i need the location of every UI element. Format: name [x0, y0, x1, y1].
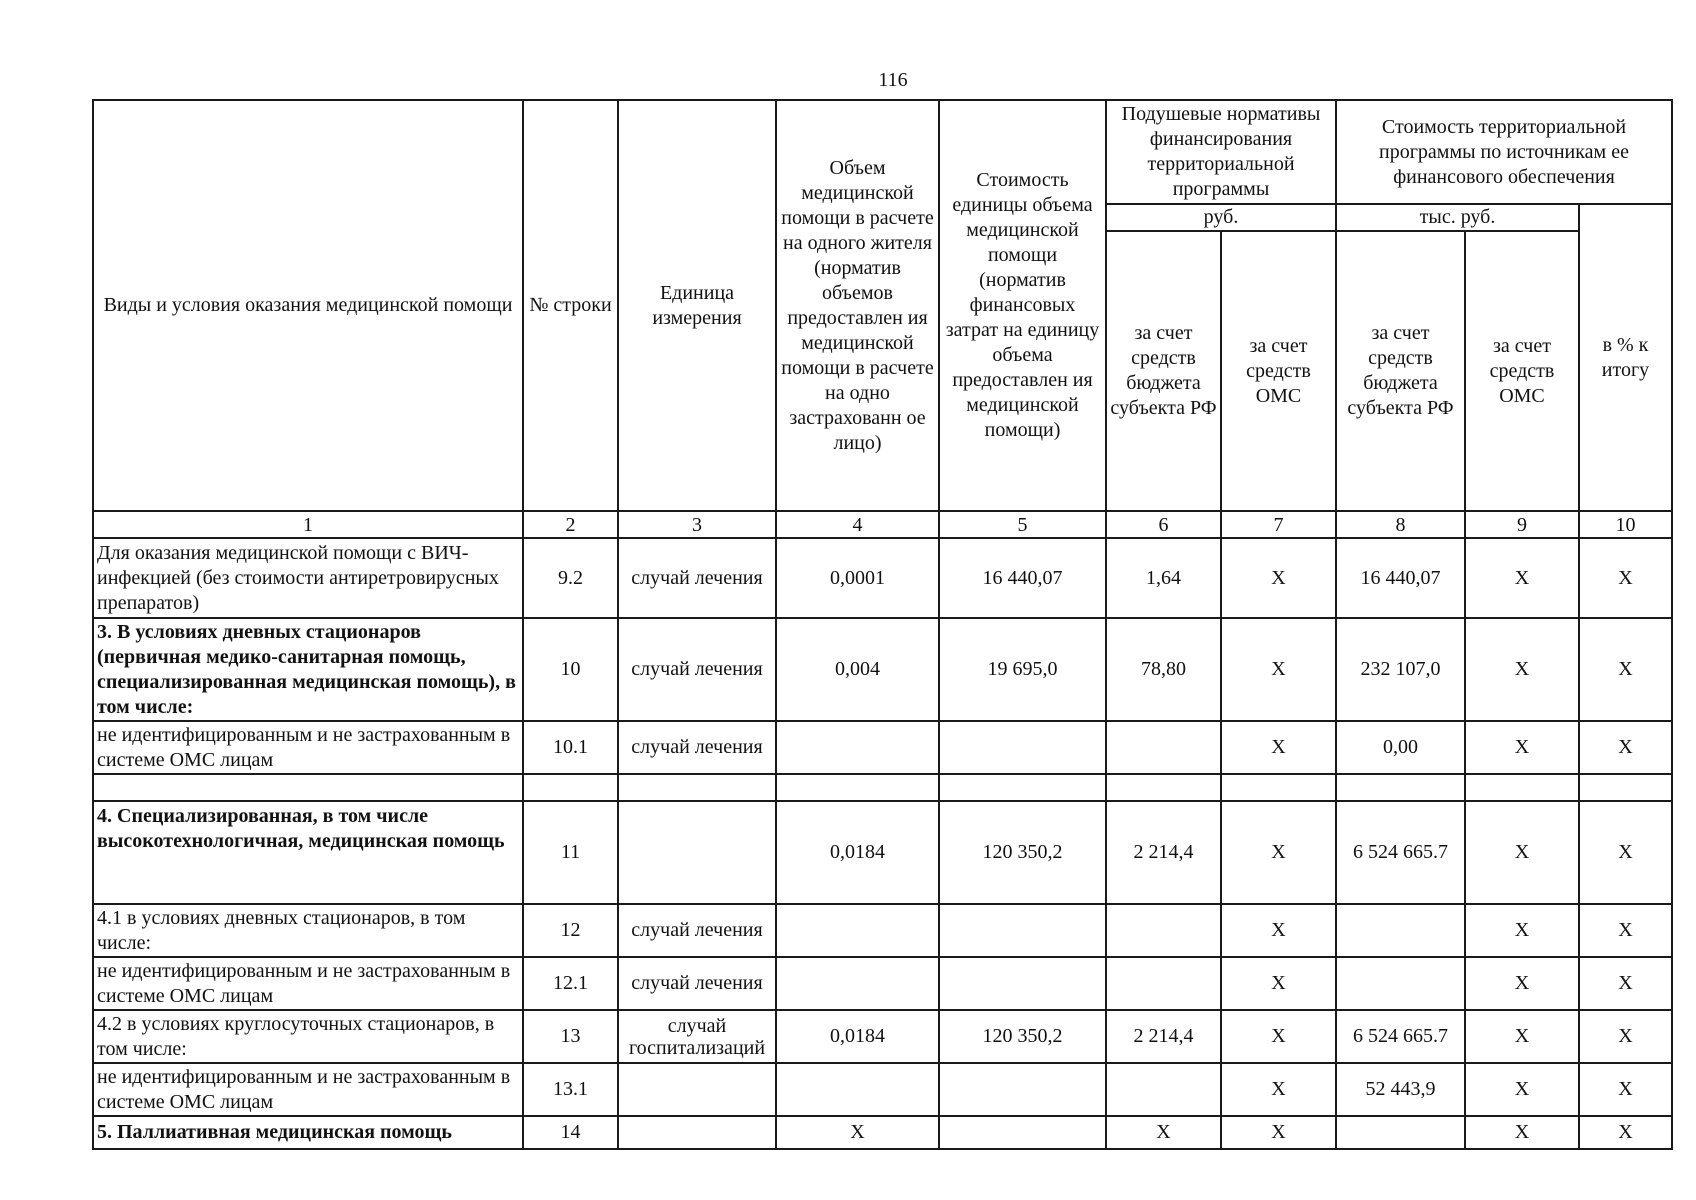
table-row	[93, 1063, 1672, 1116]
row-number: 12	[523, 904, 618, 957]
row-name: не идентифицированным и не застрахованным в системе ОМС лицам	[93, 1063, 523, 1116]
row-name: не идентифицированным и не застрахованным в системе ОМС лицам	[93, 957, 523, 1010]
row-unit	[618, 774, 776, 801]
header-row	[93, 100, 1672, 204]
header-unit: Единица измерения	[618, 100, 776, 511]
row-percent: X	[1579, 721, 1672, 774]
row-budget-rub	[1106, 721, 1221, 774]
row-unit-cost	[939, 957, 1106, 1010]
row-budget-thousand: 232 107,0	[1336, 618, 1465, 721]
table-row	[93, 618, 1672, 721]
header-percapita-norms: Подушевые нормативы финансирования территориальной программы	[1106, 100, 1336, 204]
row-percent	[1579, 774, 1672, 801]
row-unit-cost	[939, 721, 1106, 774]
row-name: 4.2 в условиях круглосуточных стационаров, в том числе:	[93, 1010, 523, 1063]
row-number: 13	[523, 1010, 618, 1063]
row-name: Для оказания медицинской помощи с ВИЧ-инфекцией (без стоимости антиретровирусных препаратов)	[93, 538, 523, 618]
table-row	[93, 1116, 1672, 1149]
row-oms-thousand: X	[1465, 904, 1579, 957]
row-oms-thousand: X	[1465, 1063, 1579, 1116]
row-oms-thousand: X	[1465, 1116, 1579, 1149]
row-unit-cost: 19 695,0	[939, 618, 1106, 721]
header-percent-of-total: в % к итогу	[1579, 204, 1672, 511]
row-unit-cost	[939, 904, 1106, 957]
row-oms-rub: X	[1221, 801, 1336, 904]
row-unit-cost: 16 440,07	[939, 538, 1106, 618]
row-percent: X	[1579, 801, 1672, 904]
row-unit-cost	[939, 1116, 1106, 1149]
table-row	[93, 801, 1672, 904]
row-percent: X	[1579, 1010, 1672, 1063]
row-volume: 0,0184	[776, 801, 939, 904]
row-unit-cost	[939, 1063, 1106, 1116]
column-number: 5	[939, 511, 1106, 538]
column-number: 3	[618, 511, 776, 538]
column-number: 8	[1336, 511, 1465, 538]
row-budget-rub	[1106, 774, 1221, 801]
row-volume	[776, 957, 939, 1010]
row-volume	[776, 774, 939, 801]
row-unit: случай госпитализаций	[618, 1010, 776, 1063]
row-unit: случай лечения	[618, 957, 776, 1010]
row-budget-thousand	[1336, 904, 1465, 957]
row-budget-thousand	[1336, 774, 1465, 801]
row-oms-rub: X	[1221, 618, 1336, 721]
row-percent: X	[1579, 904, 1672, 957]
table-body	[93, 100, 1672, 1149]
financing-table	[92, 99, 1673, 1150]
row-budget-rub: 2 214,4	[1106, 801, 1221, 904]
header-budget-rub: за счет средств бюджета субъекта РФ	[1106, 231, 1221, 511]
row-number: 11	[523, 801, 618, 904]
row-unit: случай лечения	[618, 721, 776, 774]
row-oms-rub: X	[1221, 1063, 1336, 1116]
row-volume	[776, 721, 939, 774]
header-unit-rub: руб.	[1106, 204, 1336, 231]
row-oms-rub	[1221, 774, 1336, 801]
row-volume: 0,0184	[776, 1010, 939, 1063]
table-row	[93, 957, 1672, 1010]
header-unit-thousand-rub: тыс. руб.	[1336, 204, 1579, 231]
row-oms-rub: X	[1221, 1116, 1336, 1149]
row-percent: X	[1579, 1063, 1672, 1116]
row-budget-thousand: 0,00	[1336, 721, 1465, 774]
row-volume	[776, 1063, 939, 1116]
row-budget-rub: 78,80	[1106, 618, 1221, 721]
column-number-row	[93, 511, 1672, 538]
row-budget-thousand	[1336, 1116, 1465, 1149]
row-oms-rub: X	[1221, 721, 1336, 774]
header-type-conditions: Виды и условия оказания медицинской помощи	[93, 100, 523, 511]
column-number: 9	[1465, 511, 1579, 538]
row-budget-rub	[1106, 957, 1221, 1010]
row-oms-rub: X	[1221, 538, 1336, 618]
row-oms-thousand: X	[1465, 721, 1579, 774]
header-oms-rub: за счет средств ОМС	[1221, 231, 1336, 511]
row-percent: X	[1579, 957, 1672, 1010]
row-oms-thousand: X	[1465, 538, 1579, 618]
row-oms-rub: X	[1221, 957, 1336, 1010]
header-budget-thousand: за счет средств бюджета субъекта РФ	[1336, 231, 1465, 511]
row-unit: случай лечения	[618, 618, 776, 721]
row-budget-rub	[1106, 1063, 1221, 1116]
table-row	[93, 538, 1672, 618]
header-program-cost: Стоимость территориальной программы по источникам ее финансового обеспечения	[1336, 100, 1672, 204]
page-number: 116	[878, 69, 908, 91]
row-volume: X	[776, 1116, 939, 1149]
row-budget-rub	[1106, 904, 1221, 957]
column-number: 10	[1579, 511, 1672, 538]
column-number: 6	[1106, 511, 1221, 538]
column-number: 2	[523, 511, 618, 538]
row-oms-thousand: X	[1465, 618, 1579, 721]
row-budget-rub: 2 214,4	[1106, 1010, 1221, 1063]
header-line-number: № строки	[523, 100, 618, 511]
row-volume: 0,0001	[776, 538, 939, 618]
row-budget-thousand: 52 443,9	[1336, 1063, 1465, 1116]
table-row-empty	[93, 774, 1672, 801]
row-unit	[618, 1116, 776, 1149]
column-number: 4	[776, 511, 939, 538]
row-budget-thousand	[1336, 957, 1465, 1010]
header-unit-cost: Стоимость единицы объема медицинской помощи (норматив финансовых затрат на единицу объема предоставлен ия медицинской помощи)	[939, 100, 1106, 511]
row-number: 14	[523, 1116, 618, 1149]
row-unit	[618, 801, 776, 904]
row-volume: 0,004	[776, 618, 939, 721]
row-unit: случай лечения	[618, 904, 776, 957]
row-budget-rub: X	[1106, 1116, 1221, 1149]
row-number: 10.1	[523, 721, 618, 774]
row-budget-rub: 1,64	[1106, 538, 1221, 618]
table-row	[93, 1010, 1672, 1063]
row-volume	[776, 904, 939, 957]
row-unit: случай лечения	[618, 538, 776, 618]
table-row	[93, 904, 1672, 957]
row-name: 5. Паллиативная медицинская помощь	[93, 1116, 523, 1149]
column-number: 1	[93, 511, 523, 538]
row-oms-thousand: X	[1465, 957, 1579, 1010]
row-oms-thousand	[1465, 774, 1579, 801]
row-number: 12.1	[523, 957, 618, 1010]
row-oms-rub: X	[1221, 1010, 1336, 1063]
row-number: 13.1	[523, 1063, 618, 1116]
row-budget-thousand: 16 440,07	[1336, 538, 1465, 618]
row-oms-thousand: X	[1465, 801, 1579, 904]
row-number: 9.2	[523, 538, 618, 618]
row-budget-thousand: 6 524 665.7	[1336, 801, 1465, 904]
row-percent: X	[1579, 618, 1672, 721]
row-oms-thousand: X	[1465, 1010, 1579, 1063]
row-name	[93, 774, 523, 801]
row-oms-rub: X	[1221, 904, 1336, 957]
column-number: 7	[1221, 511, 1336, 538]
row-unit	[618, 1063, 776, 1116]
row-name: 3. В условиях дневных стационаров (первичная медико-санитарная помощь, специализированная медицинская помощь), в том числе:	[93, 618, 523, 721]
row-name: не идентифицированным и не застрахованным в системе ОМС лицам	[93, 721, 523, 774]
row-budget-thousand: 6 524 665.7	[1336, 1010, 1465, 1063]
row-name: 4. Специализированная, в том числе высокотехнологичная, медицинская помощь	[93, 801, 523, 904]
table-row	[93, 721, 1672, 774]
row-percent: X	[1579, 538, 1672, 618]
row-unit-cost: 120 350,2	[939, 801, 1106, 904]
header-oms-thousand: за счет средств ОМС	[1465, 231, 1579, 511]
row-percent: X	[1579, 1116, 1672, 1149]
row-unit-cost	[939, 774, 1106, 801]
row-name: 4.1 в условиях дневных стационаров, в том числе:	[93, 904, 523, 957]
header-volume-per-resident: Объем медицинской помощи в расчете на одного жителя (норматив объемов предоставлен ия медицинской помощи в расчете на одно застрахованн ое лицо)	[776, 100, 939, 511]
row-unit-cost: 120 350,2	[939, 1010, 1106, 1063]
row-number	[523, 774, 618, 801]
row-number: 10	[523, 618, 618, 721]
